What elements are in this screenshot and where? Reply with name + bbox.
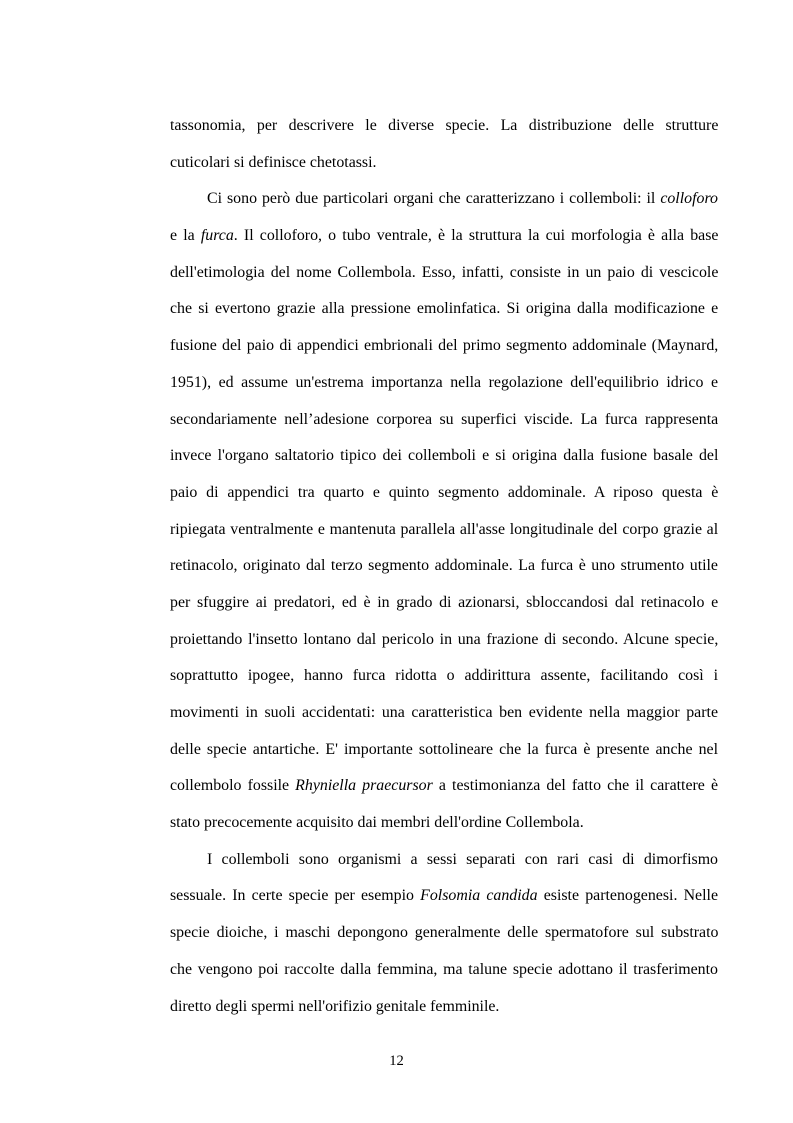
text-segment: dell'etimologia del nome Collembola. Esso, infatti, consiste in un paio di vescicole	[170, 263, 719, 281]
text-segment: Ci sono però due particolari organi che caratterizzano i collemboli: il	[207, 190, 661, 208]
text-line	[170, 438, 718, 475]
text-segment: cuticolari si definisce chetotassi.	[170, 153, 377, 171]
text-segment: specie dioiche, i maschi depongono generalmente delle spermatofore sul substrato	[170, 924, 719, 942]
text-segment: I collemboli sono organismi a sessi separati con rari casi di dimorfismo	[207, 850, 718, 868]
text-segment: a testimonianza del fatto che il carattere è	[432, 777, 718, 795]
text-line	[170, 291, 718, 328]
text-line	[170, 402, 718, 439]
text-segment: stato precocemente acquisito dai membri dell'ordine Collembola.	[170, 814, 584, 832]
text-line	[170, 878, 718, 915]
text-segment: per sfuggire ai predatori, ed è in grado di azionarsi, sbloccandosi dal retinacolo e	[170, 593, 719, 611]
text-segment: e la	[170, 227, 201, 245]
italic-term: Rhyniella praecursor	[295, 777, 433, 795]
text-segment: . Il colloforo, o tubo ventrale, è la struttura la cui morfologia è alla base	[233, 227, 719, 245]
text-segment: soprattutto ipogee, hanno furca ridotta o addirittura assente, facilitando così i	[170, 667, 718, 685]
text-segment: 1951), ed assume un'estrema importanza nella regolazione dell'equilibrio idrico e	[170, 373, 718, 391]
text-segment: ripiegata ventralmente e mantenuta parallela all'asse longitudinale del corpo grazie al	[170, 520, 719, 538]
text-segment: che vengono poi raccolte dalla femmina, ma talune specie adottano il trasferimento	[170, 960, 718, 978]
text-line	[170, 218, 718, 255]
text-line	[170, 145, 718, 182]
body-text	[170, 108, 718, 1025]
text-line	[170, 622, 718, 659]
italic-term: furca	[200, 227, 234, 245]
text-segment: proiettando l'insetto lontano dal pericolo in una frazione di secondo. Alcune specie,	[170, 630, 719, 648]
text-line	[170, 658, 718, 695]
text-line	[170, 181, 718, 218]
text-segment: delle specie antartiche. E' importante sottolineare che la furca è presente anche nel	[170, 740, 719, 758]
text-line	[170, 952, 718, 989]
italic-term: colloforo	[660, 190, 718, 208]
text-line	[170, 805, 718, 842]
text-segment: paio di appendici tra quarto e quinto segmento addominale. A riposo questa è	[170, 483, 719, 501]
text-segment: sessuale. In certe specie per esempio	[170, 887, 421, 905]
text-line	[170, 475, 718, 512]
text-line	[170, 842, 718, 879]
text-line	[170, 255, 718, 292]
text-segment: movimenti in suoli accidentati: una caratteristica ben evidente nella maggior parte	[170, 704, 718, 721]
text-line	[170, 915, 718, 952]
text-segment: diretto degli spermi nell'orifizio genitale femminile.	[170, 997, 500, 1015]
text-line	[170, 548, 718, 585]
text-segment: collembolo fossile	[170, 777, 296, 795]
text-line	[170, 989, 718, 1026]
text-segment: esiste partenogenesi. Nelle	[537, 887, 718, 905]
text-line	[170, 585, 718, 622]
text-segment: fusione del paio di appendici embrionali del primo segmento addominale (Maynard,	[170, 337, 719, 355]
text-line	[170, 365, 718, 402]
text-segment: secondariamente nell’adesione corporea su superfici viscide. La furca rappresenta	[170, 410, 719, 428]
text-line	[170, 732, 718, 769]
text-segment: retinacolo, originato dal terzo segmento addominale. La furca è uno strumento utile	[170, 557, 718, 575]
text-line	[170, 768, 718, 805]
text-segment: che si evertono grazie alla pressione emolinfatica. Si origina dalla modificazione e	[170, 300, 719, 318]
page-number: 12	[389, 1053, 404, 1069]
text-line	[170, 695, 718, 732]
text-line	[170, 108, 718, 145]
text-segment: tassonomia, per descrivere le diverse specie. La distribuzione delle strutture	[170, 117, 719, 134]
text-segment: invece l'organo saltatorio tipico dei collemboli e si origina dalla fusione basale del	[170, 447, 719, 465]
text-line	[170, 512, 718, 549]
italic-term: Folsomia candida	[420, 887, 538, 905]
text-line	[170, 328, 718, 365]
